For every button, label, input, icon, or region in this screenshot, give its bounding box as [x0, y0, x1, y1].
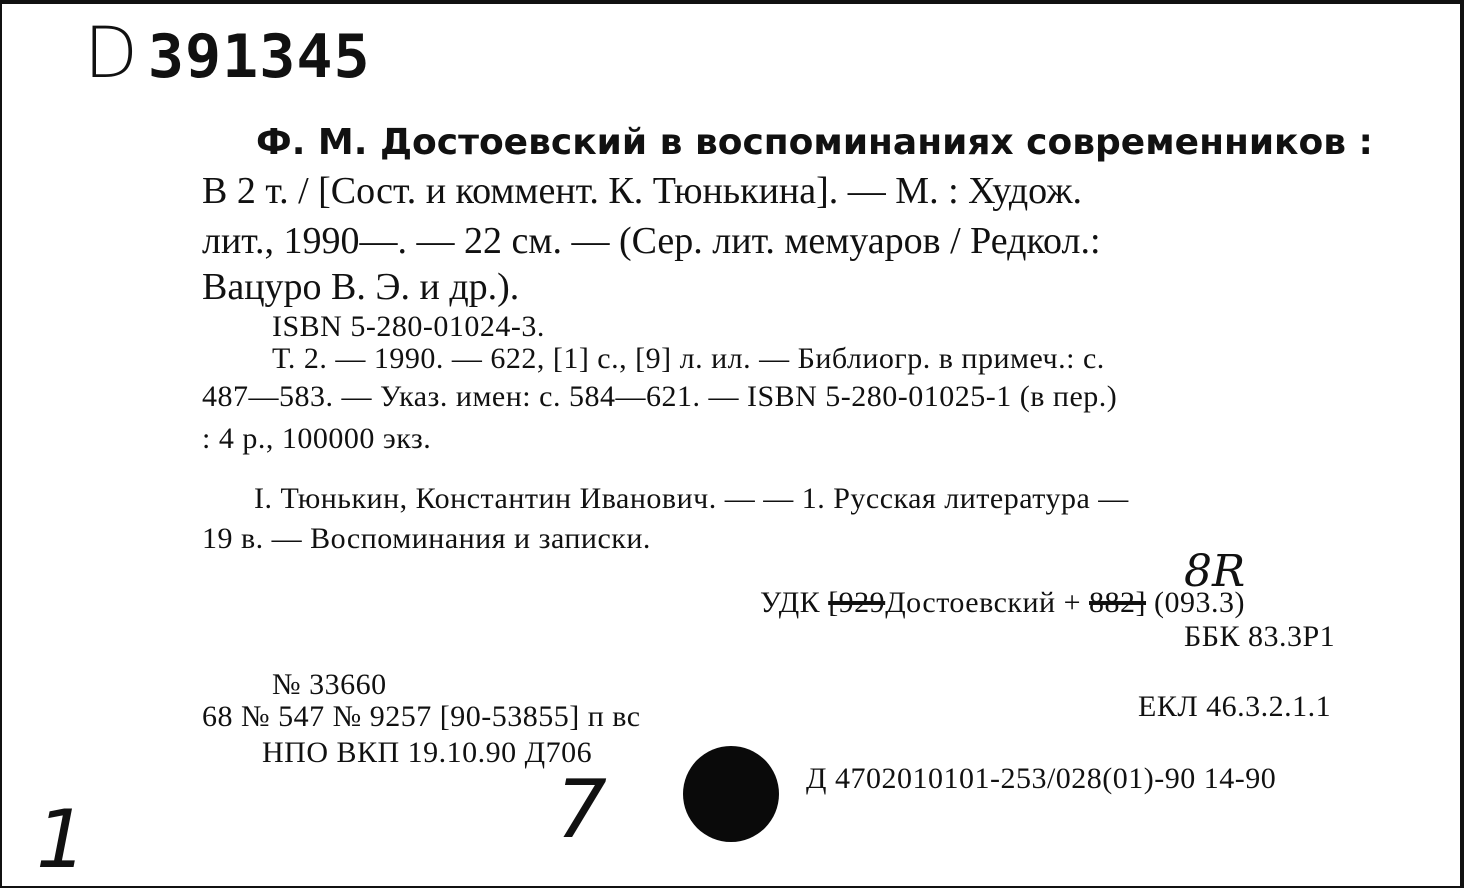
- volume-line-2: 487—583. — Указ. имен: с. 584—621. — ISBN 5-280-01025-1 (в пер.): [202, 380, 1118, 413]
- order-number: № 33660: [272, 668, 387, 701]
- udk-struck-code-2: 882]: [1089, 586, 1147, 619]
- handwritten-mark: 7: [556, 763, 607, 856]
- udk-suffix: (093.3): [1154, 586, 1246, 619]
- title-line-1: [256, 122, 1373, 161]
- title-line-4: Вацуро В. Э. и др.).: [202, 266, 520, 308]
- subject-line-2: 19 в. — Воспоминания и записки.: [202, 522, 651, 555]
- title-line-3: лит., 1990—. — 22 см. — (Сер. лит. мемуаров / Редкол.:: [202, 220, 1101, 262]
- udk-struck-code: [929: [828, 586, 886, 619]
- handwritten-rubric: 8R: [1184, 546, 1246, 597]
- black-dot-marker: [683, 746, 779, 842]
- bbk-line: ББК 83.3Р1: [1184, 620, 1336, 653]
- udk-name: Достоевский +: [885, 586, 1082, 619]
- npo-line: НПО ВКП 19.10.90 Д706: [262, 736, 593, 769]
- handwritten-call-number: [84, 12, 371, 94]
- volume-line-3: : 4 р., 100000 экз.: [202, 422, 432, 455]
- order-line: 68 № 547 № 9257 [90-53855] п вс: [202, 700, 641, 733]
- handwritten-corner-mark: 1: [36, 793, 87, 886]
- call-number-letter: D: [84, 12, 138, 94]
- book-title: Ф. М. Достоевский в воспоминаниях современников :: [256, 122, 1373, 163]
- isbn-line: ISBN 5-280-01024-3.: [272, 310, 545, 343]
- call-number-digits: 391345: [147, 22, 371, 92]
- ekl-line: ЕКЛ 46.3.2.1.1: [1138, 690, 1332, 723]
- title-line-2: В 2 т. / [Сост. и коммент. К. Тюнькина]. — М. : Худож.: [202, 170, 1082, 212]
- d-code-line: Д 4702010101-253/028(01)-90 14-90: [806, 762, 1277, 795]
- udk-label: УДК: [760, 586, 821, 619]
- subject-line-1: I. Тюнькин, Константин Иванович. — — 1. Русская литература —: [254, 482, 1129, 515]
- volume-line-1: Т. 2. — 1990. — 622, [1] с., [9] л. ил. — Библиогр. в примеч.: с.: [272, 342, 1105, 375]
- udk-line: [760, 588, 1245, 618]
